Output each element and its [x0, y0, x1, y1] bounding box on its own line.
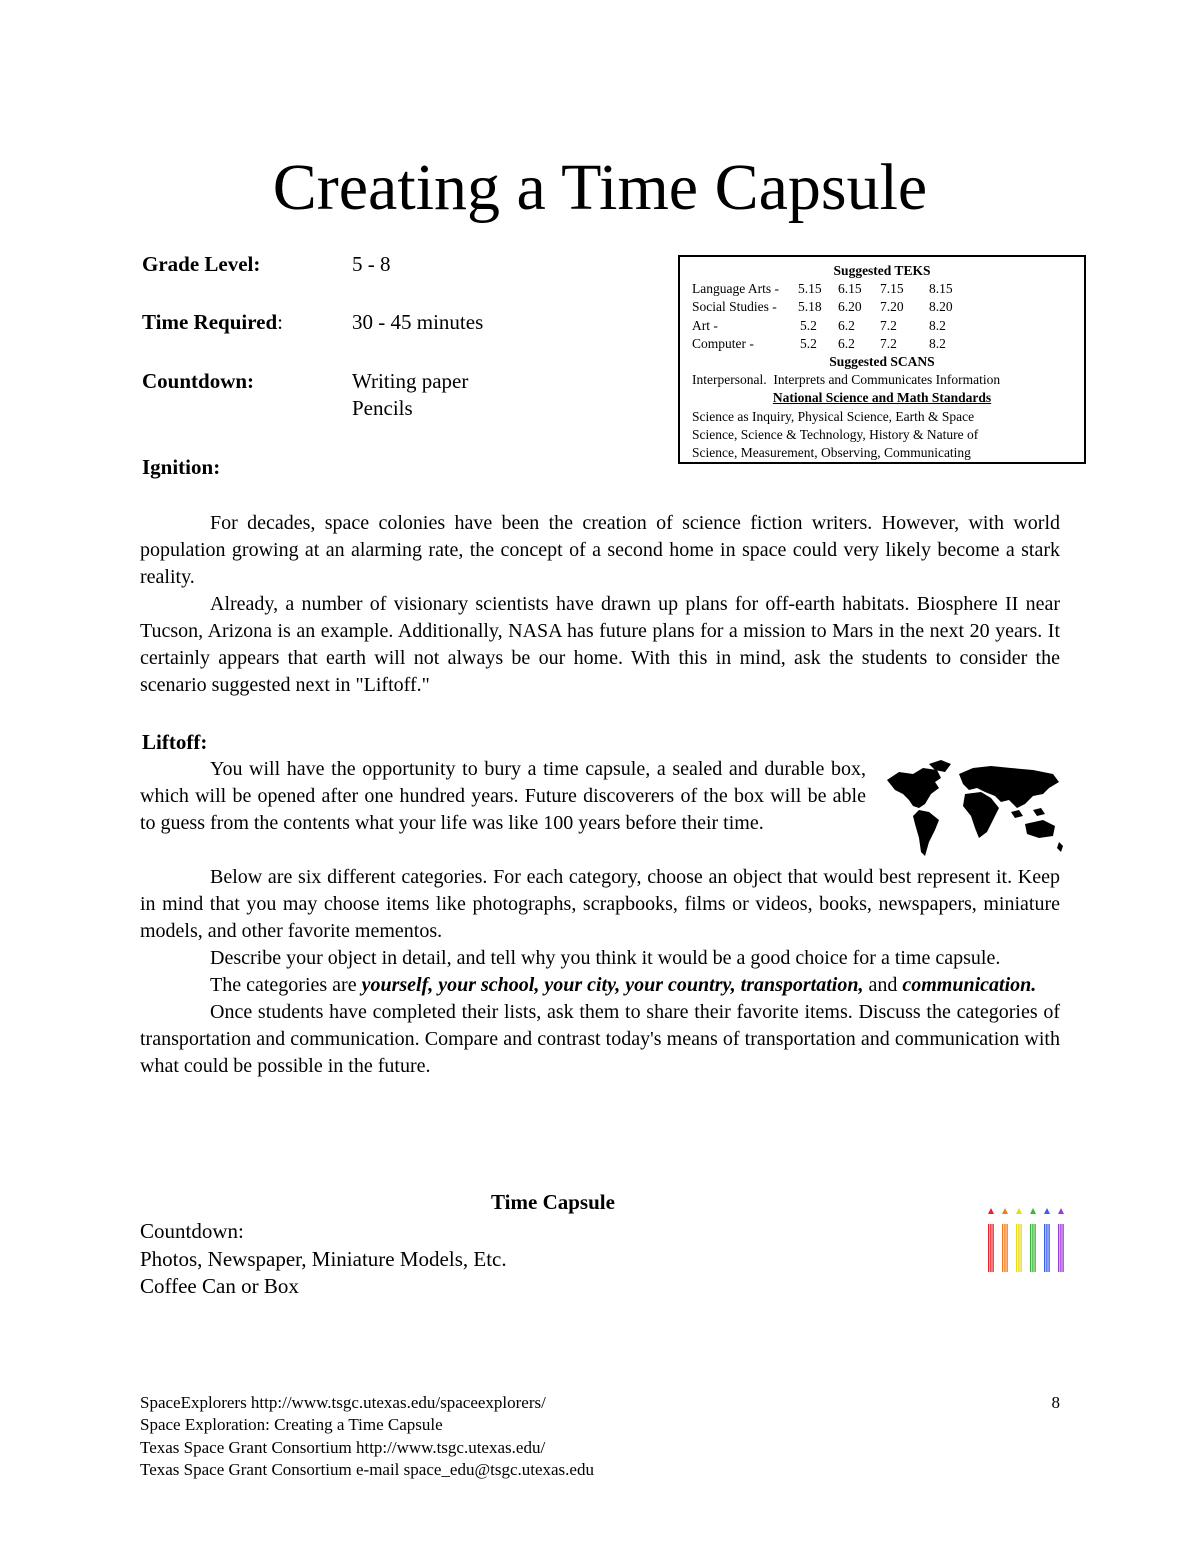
- time-capsule-line: Coffee Can or Box: [140, 1274, 299, 1298]
- pencil-tip: [988, 1208, 994, 1214]
- pencil-stroke: [1002, 1224, 1003, 1272]
- teks-value: 8.20: [929, 299, 953, 315]
- ignition-paragraph: Already, a number of visionary scientists have drawn up plans for off-earth habitats. Biosphere II near Tucson, Arizona is an example. Additionally, NASA has future plans for a mission to Mars in the next 20 years. It certainly appears that earth will not always be our home. With this in mind, ask the students to consider the scenario suggested next in "Liftoff.": [140, 593, 1060, 696]
- teks-value: 8.15: [929, 281, 953, 297]
- teks-row: [692, 335, 1084, 353]
- footer-line: SpaceExplorers http://www.tsgc.utexas.edu/spaceexplorers/: [140, 1393, 546, 1412]
- countdown-item: Writing paper: [352, 369, 469, 393]
- teks-value: 5.15: [798, 281, 822, 297]
- scans-heading: Suggested SCANS: [829, 353, 935, 369]
- footer: [140, 1392, 1060, 1481]
- pencil-stroke: [1004, 1224, 1005, 1272]
- time-required-colon: :: [277, 310, 283, 334]
- pencil-tip: [1030, 1208, 1036, 1214]
- teks-row: [692, 317, 1084, 335]
- categories-lead: The categories are: [210, 974, 362, 996]
- pencil-stroke: [1060, 1224, 1061, 1272]
- teks-row: [692, 298, 1084, 316]
- liftoff-categories-paragraph: [140, 972, 1060, 999]
- pencil-stroke: [1062, 1224, 1063, 1272]
- pencil-tip: [1002, 1208, 1008, 1214]
- teks-value: 8.2: [929, 335, 946, 351]
- ignition-text: [140, 510, 1060, 699]
- teks-value: 6.2: [838, 335, 855, 351]
- grade-level-value: 5 - 8: [352, 252, 391, 276]
- pencil-stroke: [990, 1224, 991, 1272]
- pencil-tip: [1044, 1208, 1050, 1214]
- time-required-text: Time Required: [142, 310, 278, 334]
- nsm-line: Science, Measurement, Observing, Communicating: [692, 444, 971, 460]
- nsm-heading: National Science and Math Standards: [772, 390, 992, 406]
- pencil-stroke: [1006, 1224, 1007, 1272]
- teks-value: 6.15: [838, 281, 862, 297]
- categories-last: communication.: [902, 974, 1037, 996]
- liftoff-intro: [140, 756, 866, 837]
- liftoff-paragraph: You will have the opportunity to bury a time capsule, a sealed and durable box, which will be opened after one hundred years. Future discoverers of the box will be able to guess from the contents what your life was like 100 years before their time.: [140, 758, 866, 834]
- teks-subject: Language Arts -: [692, 281, 779, 297]
- pencil-stroke: [1048, 1224, 1049, 1272]
- pencil-stroke: [1058, 1224, 1059, 1272]
- world-map-icon: [883, 760, 1065, 860]
- teks-value: 5.2: [800, 335, 817, 351]
- ignition-label: Ignition:: [142, 455, 221, 479]
- pencil-stroke: [988, 1224, 989, 1272]
- teks-value: 7.15: [880, 281, 904, 297]
- pencil-stroke: [1030, 1224, 1031, 1272]
- time-required-value: 30 - 45 minutes: [352, 310, 484, 334]
- footer-line: Texas Space Grant Consortium e-mail space_edu@tsgc.utexas.edu: [140, 1459, 594, 1479]
- teks-value: 5.2: [800, 317, 817, 333]
- pencil-stroke: [1018, 1224, 1019, 1272]
- time-capsule-line: Countdown:: [140, 1219, 244, 1243]
- nsm-line: Science as Inquiry, Physical Science, Earth & Space: [692, 408, 975, 424]
- page-title: Creating a Time Capsule: [272, 151, 928, 224]
- liftoff-body: [140, 864, 1060, 1080]
- teks-value: 7.2: [880, 335, 897, 351]
- pencil-tip: [1016, 1208, 1022, 1214]
- time-capsule-title: Time Capsule: [491, 1190, 615, 1214]
- teks-value: 5.18: [798, 299, 822, 315]
- pencil-stroke: [1032, 1224, 1033, 1272]
- pencil-stroke: [1034, 1224, 1035, 1272]
- pencil-stroke: [1020, 1224, 1021, 1272]
- countdown-item: Pencils: [352, 396, 413, 420]
- page-number: 8: [1051, 1393, 1060, 1412]
- countdown-label: Countdown:: [142, 369, 255, 393]
- teks-value: 6.2: [838, 317, 855, 333]
- liftoff-paragraph: Once students have completed their lists, ask them to share their favorite items. Discuss the categories of transportation and communication. Compare and contrast today's means of transportation and communication with what could be possible in the future.: [140, 1001, 1060, 1077]
- teks-subject: Art -: [692, 317, 718, 333]
- teks-value: 8.2: [929, 317, 946, 333]
- liftoff-paragraph: Describe your object in detail, and tell why you think it would be a good choice for a time capsule.: [210, 947, 1001, 969]
- grade-level-label: Grade Level:: [142, 252, 261, 276]
- pencil-stroke: [1044, 1224, 1045, 1272]
- time-required-label: [142, 309, 283, 335]
- liftoff-paragraph: Below are six different categories. For each category, choose an object that would best represent it. Keep in mind that you may choose items like photographs, scrapbooks, films or videos, books, newspapers, miniature models, and other favorite mementos.: [140, 866, 1060, 942]
- categories-and: and: [863, 974, 903, 996]
- teks-value: 6.20: [838, 299, 862, 315]
- ignition-paragraph: For decades, space colonies have been the creation of science fiction writers. However, with world population growing at an alarming rate, the concept of a second home in space could very likely become a stark reality.: [140, 512, 1060, 588]
- colored-pencils-icon: [982, 1208, 1070, 1274]
- liftoff-label: Liftoff:: [142, 730, 208, 754]
- teks-value: 7.2: [880, 317, 897, 333]
- pencil-stroke: [1046, 1224, 1047, 1272]
- teks-value: 7.20: [880, 299, 904, 315]
- scans-text: Interpersonal. Interprets and Communicates Information: [692, 372, 1001, 388]
- teks-row: [692, 280, 1084, 298]
- pencil-tip: [1058, 1208, 1064, 1214]
- pencil-stroke: [1016, 1224, 1017, 1272]
- teks-heading: Suggested TEKS: [833, 263, 931, 278]
- teks-box: [678, 255, 1086, 464]
- footer-line: Space Exploration: Creating a Time Capsule: [140, 1415, 443, 1435]
- footer-line: Texas Space Grant Consortium http://www.tsgc.utexas.edu/: [140, 1437, 546, 1457]
- pencil-stroke: [992, 1224, 993, 1272]
- teks-subject: Social Studies -: [692, 299, 777, 315]
- categories-list: yourself, your school, your city, your country, transportation,: [361, 974, 864, 996]
- time-capsule-line: Photos, Newspaper, Miniature Models, Etc.: [140, 1247, 507, 1271]
- nsm-line: Science, Science & Technology, History & Nature of: [692, 426, 979, 442]
- teks-subject: Computer -: [692, 335, 754, 351]
